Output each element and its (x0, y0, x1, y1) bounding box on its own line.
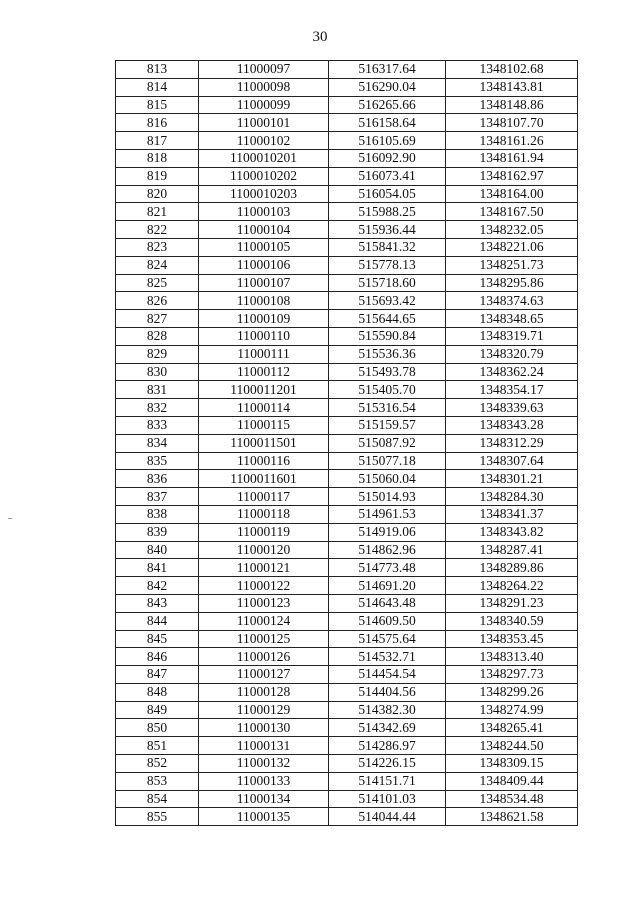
x-coordinate-cell: 515841.32 (329, 238, 446, 256)
table-row (116, 274, 578, 292)
y-coordinate-cell: 1348295.86 (446, 274, 578, 292)
point-number-cell: 845 (116, 630, 199, 648)
x-coordinate-cell: 515693.42 (329, 292, 446, 310)
table-row (116, 78, 578, 96)
point-number-cell: 818 (116, 149, 199, 167)
point-id-cell: 11000114 (199, 399, 329, 417)
point-number-cell: 815 (116, 96, 199, 114)
point-id-cell: 11000118 (199, 505, 329, 523)
y-coordinate-cell: 1348167.50 (446, 203, 578, 221)
point-id-cell: 11000098 (199, 78, 329, 96)
point-id-cell: 11000101 (199, 114, 329, 132)
y-coordinate-cell: 1348621.58 (446, 808, 578, 826)
point-id-cell: 11000099 (199, 96, 329, 114)
x-coordinate-cell: 515014.93 (329, 488, 446, 506)
table-row (116, 452, 578, 470)
table-row (116, 416, 578, 434)
x-coordinate-cell: 514454.54 (329, 666, 446, 684)
x-coordinate-cell: 514643.48 (329, 594, 446, 612)
y-coordinate-cell: 1348340.59 (446, 612, 578, 630)
y-coordinate-cell: 1348374.63 (446, 292, 578, 310)
table-row (116, 292, 578, 310)
x-coordinate-cell: 514773.48 (329, 559, 446, 577)
point-number-cell: 820 (116, 185, 199, 203)
y-coordinate-cell: 1348244.50 (446, 737, 578, 755)
point-number-cell: 851 (116, 737, 199, 755)
y-coordinate-cell: 1348107.70 (446, 114, 578, 132)
point-id-cell: 11000103 (199, 203, 329, 221)
point-number-cell: 830 (116, 363, 199, 381)
point-id-cell: 11000111 (199, 345, 329, 363)
y-coordinate-cell: 1348353.45 (446, 630, 578, 648)
point-id-cell: 11000117 (199, 488, 329, 506)
point-id-cell: 11000127 (199, 666, 329, 684)
point-number-cell: 847 (116, 666, 199, 684)
y-coordinate-cell: 1348161.26 (446, 132, 578, 150)
y-coordinate-cell: 1348274.99 (446, 701, 578, 719)
table-row (116, 132, 578, 150)
y-coordinate-cell: 1348251.73 (446, 256, 578, 274)
y-coordinate-cell: 1348343.82 (446, 523, 578, 541)
point-number-cell: 821 (116, 203, 199, 221)
point-number-cell: 822 (116, 221, 199, 239)
table-row (116, 577, 578, 595)
table-row (116, 470, 578, 488)
y-coordinate-cell: 1348232.05 (446, 221, 578, 239)
y-coordinate-cell: 1348284.30 (446, 488, 578, 506)
point-number-cell: 848 (116, 683, 199, 701)
point-id-cell: 11000110 (199, 327, 329, 345)
x-coordinate-cell: 515988.25 (329, 203, 446, 221)
y-coordinate-cell: 1348319.71 (446, 327, 578, 345)
point-number-cell: 826 (116, 292, 199, 310)
point-number-cell: 844 (116, 612, 199, 630)
x-coordinate-cell: 515405.70 (329, 381, 446, 399)
table-row (116, 310, 578, 328)
y-coordinate-cell: 1348287.41 (446, 541, 578, 559)
point-id-cell: 11000125 (199, 630, 329, 648)
x-coordinate-cell: 516317.64 (329, 61, 446, 79)
table-row (116, 434, 578, 452)
x-coordinate-cell: 514101.03 (329, 790, 446, 808)
y-coordinate-cell: 1348143.81 (446, 78, 578, 96)
table-row (116, 683, 578, 701)
point-id-cell: 11000134 (199, 790, 329, 808)
x-coordinate-cell: 515060.04 (329, 470, 446, 488)
point-number-cell: 837 (116, 488, 199, 506)
x-coordinate-cell: 514862.96 (329, 541, 446, 559)
x-coordinate-cell: 514609.50 (329, 612, 446, 630)
y-coordinate-cell: 1348162.97 (446, 167, 578, 185)
x-coordinate-cell: 515778.13 (329, 256, 446, 274)
table-row (116, 594, 578, 612)
point-id-cell: 11000102 (199, 132, 329, 150)
point-number-cell: 841 (116, 559, 199, 577)
y-coordinate-cell: 1348265.41 (446, 719, 578, 737)
point-id-cell: 11000104 (199, 221, 329, 239)
point-number-cell: 819 (116, 167, 199, 185)
x-coordinate-cell: 515077.18 (329, 452, 446, 470)
x-coordinate-cell: 515644.65 (329, 310, 446, 328)
point-number-cell: 855 (116, 808, 199, 826)
x-coordinate-cell: 516290.04 (329, 78, 446, 96)
point-id-cell: 11000109 (199, 310, 329, 328)
x-coordinate-cell: 514961.53 (329, 505, 446, 523)
x-coordinate-cell: 515316.54 (329, 399, 446, 417)
table-row (116, 630, 578, 648)
x-coordinate-cell: 514404.56 (329, 683, 446, 701)
point-id-cell: 11000126 (199, 648, 329, 666)
point-id-cell: 11000119 (199, 523, 329, 541)
point-id-cell: 11000106 (199, 256, 329, 274)
table-row (116, 488, 578, 506)
table-row (116, 399, 578, 417)
y-coordinate-cell: 1348339.63 (446, 399, 578, 417)
point-number-cell: 854 (116, 790, 199, 808)
x-coordinate-cell: 514151.71 (329, 772, 446, 790)
coordinates-table-body (116, 61, 578, 826)
table-row (116, 523, 578, 541)
table-row (116, 363, 578, 381)
point-number-cell: 852 (116, 755, 199, 773)
y-coordinate-cell: 1348343.28 (446, 416, 578, 434)
x-coordinate-cell: 515590.84 (329, 327, 446, 345)
table-row (116, 719, 578, 737)
y-coordinate-cell: 1348299.26 (446, 683, 578, 701)
point-number-cell: 849 (116, 701, 199, 719)
point-id-cell: 11000120 (199, 541, 329, 559)
point-id-cell: 11000132 (199, 755, 329, 773)
point-number-cell: 833 (116, 416, 199, 434)
point-id-cell: 1100010203 (199, 185, 329, 203)
point-number-cell: 834 (116, 434, 199, 452)
y-coordinate-cell: 1348312.29 (446, 434, 578, 452)
table-row (116, 666, 578, 684)
y-coordinate-cell: 1348534.48 (446, 790, 578, 808)
point-number-cell: 836 (116, 470, 199, 488)
point-id-cell: 11000115 (199, 416, 329, 434)
point-number-cell: 842 (116, 577, 199, 595)
table-row (116, 345, 578, 363)
point-id-cell: 11000108 (199, 292, 329, 310)
table-row (116, 772, 578, 790)
point-id-cell: 11000097 (199, 61, 329, 79)
point-number-cell: 827 (116, 310, 199, 328)
point-id-cell: 11000124 (199, 612, 329, 630)
y-coordinate-cell: 1348362.24 (446, 363, 578, 381)
table-row (116, 256, 578, 274)
point-number-cell: 838 (116, 505, 199, 523)
point-number-cell: 814 (116, 78, 199, 96)
point-id-cell: 11000107 (199, 274, 329, 292)
point-id-cell: 11000112 (199, 363, 329, 381)
x-coordinate-cell: 516054.05 (329, 185, 446, 203)
point-id-cell: 11000131 (199, 737, 329, 755)
table-row (116, 238, 578, 256)
point-number-cell: 828 (116, 327, 199, 345)
table-row (116, 755, 578, 773)
x-coordinate-cell: 515536.36 (329, 345, 446, 363)
table-row (116, 701, 578, 719)
x-coordinate-cell: 515493.78 (329, 363, 446, 381)
x-coordinate-cell: 515718.60 (329, 274, 446, 292)
x-coordinate-cell: 514919.06 (329, 523, 446, 541)
point-number-cell: 840 (116, 541, 199, 559)
point-id-cell: 1100011201 (199, 381, 329, 399)
point-id-cell: 1100011601 (199, 470, 329, 488)
point-number-cell: 829 (116, 345, 199, 363)
x-coordinate-cell: 516265.66 (329, 96, 446, 114)
y-coordinate-cell: 1348354.17 (446, 381, 578, 399)
coordinates-table (115, 60, 578, 826)
y-coordinate-cell: 1348409.44 (446, 772, 578, 790)
table-row (116, 790, 578, 808)
table-row (116, 541, 578, 559)
table-row (116, 167, 578, 185)
table-row (116, 612, 578, 630)
y-coordinate-cell: 1348301.21 (446, 470, 578, 488)
table-row (116, 96, 578, 114)
table-row (116, 221, 578, 239)
point-id-cell: 1100011501 (199, 434, 329, 452)
y-coordinate-cell: 1348307.64 (446, 452, 578, 470)
x-coordinate-cell: 516105.69 (329, 132, 446, 150)
point-number-cell: 835 (116, 452, 199, 470)
point-number-cell: 823 (116, 238, 199, 256)
y-coordinate-cell: 1348309.15 (446, 755, 578, 773)
x-coordinate-cell: 515087.92 (329, 434, 446, 452)
x-coordinate-cell: 515936.44 (329, 221, 446, 239)
point-id-cell: 11000123 (199, 594, 329, 612)
y-coordinate-cell: 1348164.00 (446, 185, 578, 203)
point-number-cell: 853 (116, 772, 199, 790)
x-coordinate-cell: 514044.44 (329, 808, 446, 826)
y-coordinate-cell: 1348289.86 (446, 559, 578, 577)
point-number-cell: 825 (116, 274, 199, 292)
point-number-cell: 843 (116, 594, 199, 612)
x-coordinate-cell: 514286.97 (329, 737, 446, 755)
y-coordinate-cell: 1348313.40 (446, 648, 578, 666)
point-number-cell: 831 (116, 381, 199, 399)
point-id-cell: 11000116 (199, 452, 329, 470)
point-number-cell: 813 (116, 61, 199, 79)
x-coordinate-cell: 514691.20 (329, 577, 446, 595)
point-number-cell: 839 (116, 523, 199, 541)
margin-mark (8, 518, 12, 519)
point-number-cell: 817 (116, 132, 199, 150)
table-row (116, 61, 578, 79)
point-number-cell: 816 (116, 114, 199, 132)
table-row (116, 505, 578, 523)
x-coordinate-cell: 514575.64 (329, 630, 446, 648)
table-row (116, 149, 578, 167)
point-id-cell: 11000128 (199, 683, 329, 701)
y-coordinate-cell: 1348102.68 (446, 61, 578, 79)
table-row (116, 648, 578, 666)
y-coordinate-cell: 1348297.73 (446, 666, 578, 684)
y-coordinate-cell: 1348348.65 (446, 310, 578, 328)
point-id-cell: 11000121 (199, 559, 329, 577)
y-coordinate-cell: 1348148.86 (446, 96, 578, 114)
point-id-cell: 1100010202 (199, 167, 329, 185)
y-coordinate-cell: 1348341.37 (446, 505, 578, 523)
point-number-cell: 850 (116, 719, 199, 737)
x-coordinate-cell: 516092.90 (329, 149, 446, 167)
point-id-cell: 11000135 (199, 808, 329, 826)
point-number-cell: 846 (116, 648, 199, 666)
table-row (116, 327, 578, 345)
table-row (116, 381, 578, 399)
point-id-cell: 1100010201 (199, 149, 329, 167)
point-id-cell: 11000130 (199, 719, 329, 737)
y-coordinate-cell: 1348264.22 (446, 577, 578, 595)
x-coordinate-cell: 514226.15 (329, 755, 446, 773)
point-id-cell: 11000122 (199, 577, 329, 595)
y-coordinate-cell: 1348161.94 (446, 149, 578, 167)
y-coordinate-cell: 1348291.23 (446, 594, 578, 612)
y-coordinate-cell: 1348221.06 (446, 238, 578, 256)
point-id-cell: 11000129 (199, 701, 329, 719)
x-coordinate-cell: 514382.30 (329, 701, 446, 719)
table-row (116, 559, 578, 577)
x-coordinate-cell: 516158.64 (329, 114, 446, 132)
x-coordinate-cell: 516073.41 (329, 167, 446, 185)
x-coordinate-cell: 514532.71 (329, 648, 446, 666)
point-id-cell: 11000105 (199, 238, 329, 256)
x-coordinate-cell: 515159.57 (329, 416, 446, 434)
x-coordinate-cell: 514342.69 (329, 719, 446, 737)
point-id-cell: 11000133 (199, 772, 329, 790)
table-row (116, 185, 578, 203)
table-row (116, 114, 578, 132)
page-number: 30 (312, 29, 328, 45)
point-number-cell: 824 (116, 256, 199, 274)
y-coordinate-cell: 1348320.79 (446, 345, 578, 363)
table-row (116, 737, 578, 755)
table-row (116, 203, 578, 221)
table-row (116, 808, 578, 826)
point-number-cell: 832 (116, 399, 199, 417)
